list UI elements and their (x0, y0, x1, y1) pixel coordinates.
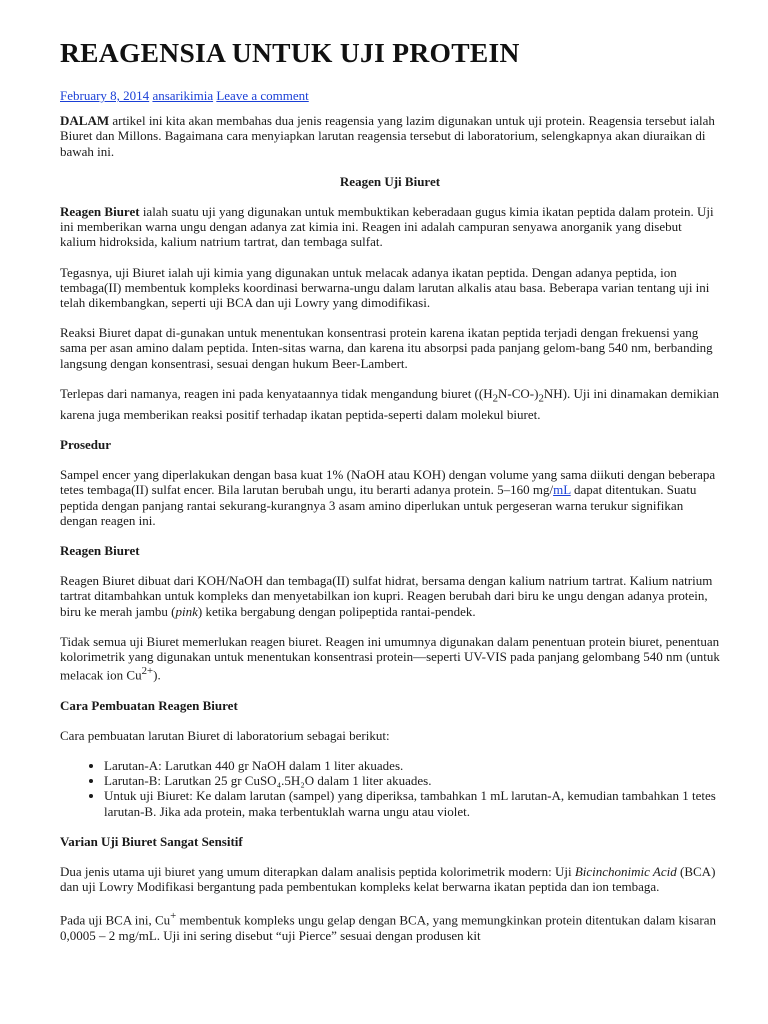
intro-paragraph (60, 113, 720, 159)
reagen-p1-a: Reagen Biuret dibuat dari KOH/NaOH dan tembaga(II) sulfat hidrat, bersama dengan kalium natrium tartrat. Kalium natrium tartrat ditambahkan untuk kompleks dan menyetabilkan ion kupri. Reagen berubah dari biru ke ungu dengan adanya protein, biru ke merah jambu ( (60, 573, 713, 619)
post-date-link[interactable]: February 8, 2014 (60, 88, 150, 104)
biuret-paragraph-3: Reaksi Biuret dapat di-gunakan untuk menentukan konsentrasi protein karena ikatan peptida terjadi dengan frekuensi yang sama per asan amino dalam peptida. Inten-sitas warna, dan karena itu absorpsi pada panjang gelom-bang 540 nm, berbanding langsung dengan konsentrasi, sesuai dengan hukum Beer-Lambert. (60, 325, 713, 371)
page-title: REAGENSIA UNTUK UJI PROTEIN (60, 37, 520, 68)
cara-intro: Cara pembuatan larutan Biuret di laboratorium sebagai berikut: (60, 727, 390, 743)
varian-p1-a: Dua jenis utama uji biuret yang umum diterapkan dalam analisis peptida kolorimetrik modern: Uji (60, 864, 575, 880)
biuret-paragraph-2: Tegasnya, uji Biuret ialah uji kimia yang digunakan untuk melacak adanya ikatan peptida. Dengan adanya peptida, ion tembaga(II) membentuk kompleks koordinasi berwarna-ungu dalam larutan alkalis atau basa. Beberapa varian tentang uji ini telah dikembangkan, seperti uji BCA dan uji Lowry yang dimodifikasi. (60, 264, 710, 311)
section-heading-reagen: Reagen Biuret (60, 542, 140, 558)
intro-lead: DALAM (60, 113, 110, 129)
reagen-p1-italic: pink (175, 603, 198, 619)
cara-list (60, 758, 720, 819)
section-heading-cara: Cara Pembuatan Reagen Biuret (60, 697, 238, 713)
varian-p2-a: Pada uji BCA ini, Cu (60, 912, 171, 928)
varian-p1-b: (BCA) dan uji Lowry Modifikasi bergantung pada pembentukan kompleks kelat berwarna ikatan peptida dan ion tembaga. (60, 864, 716, 895)
varian-paragraph-1 (60, 864, 720, 894)
reagen-p2-a: Tidak semua uji Biuret memerlukan reagen biuret. Reagen ini umumnya digunakan dalam penentuan protein biuret, penentuan kolorimetrik yang digunakan untuk menentukan konsentrasi protein—seperti UV-VIS pada panjang gelombang 540 nm (untuk melacak ion Cu (60, 633, 720, 683)
biuret-p4-sub2: 2 (538, 392, 544, 405)
varian-paragraph-2 (60, 909, 720, 943)
reagen-paragraph-2 (60, 634, 720, 683)
varian-p2-b: membentuk kompleks ungu gelap dengan BCA, yang memungkinkan protein ditentukan dalam kisaran 0,0005 – 2 mg/mL. Uji ini sering disebut “uji Pierce” sesuai dengan produsen kit (60, 912, 717, 944)
section-heading-biuret: Reagen Uji Biuret (339, 173, 441, 189)
reagen-paragraph-1 (60, 573, 720, 619)
leave-comment-link[interactable]: Leave a comment (216, 88, 309, 104)
biuret-p4-b: N-CO-) (498, 385, 539, 401)
author-link[interactable]: ansarikimia (152, 88, 214, 104)
biuret-lead: Reagen Biuret (60, 204, 140, 220)
prosedur-b: dapat ditentukan. Suatu peptida dengan panjang rantai sekurang-kurangnya 3 asam amino diperlukan untuk pergeseran warna terukur signifikan dengan reagen ini. (60, 482, 697, 528)
reagen-p2-sup: 2+ (141, 665, 154, 678)
biuret-paragraph-1 (60, 204, 720, 250)
section-heading-prosedur: Prosedur (60, 436, 112, 452)
reagen-p2-b: ). (153, 667, 161, 683)
list-item: • Untuk uji Biuret: Ke dalam larutan (sampel) yang diperiksa, tambahkan 1 mL larutan-A, kemudian tambahkan 1 tetes larutan-B. Jika ada protein, maka terbentuklah warna ungu atau violet. (104, 788, 720, 818)
biuret-p1-text: ialah suatu uji yang digunakan untuk membuktikan keberadaan gugus kimia ikatan peptida dalam protein. Uji ini memberikan warna ungu dengan adanya zat kimia ini. Reagen ini adalah campuran senyawa anorganik yang disebut kalium hidroksida, kalium natrium tartrat, dan tembaga sulfat. (60, 204, 714, 250)
section-heading-varian: Varian Uji Biuret Sangat Sensitif (60, 833, 243, 849)
reagen-p1-b: ) ketika bergabung dengan polipeptida rantai-pendek. (197, 603, 476, 619)
biuret-p4-c: NH). Uji ini dinamakan demikian karena juga memberikan reaksi positif terhadap ikatan peptida-seperti dalam molekul biuret. (60, 385, 719, 422)
varian-p1-italic: Bicinchonimic Acid (574, 864, 677, 880)
biuret-p4-sub1: 2 (492, 392, 499, 405)
ml-link[interactable]: mL (553, 482, 571, 498)
biuret-paragraph-4 (60, 386, 720, 422)
prosedur-a: Sampel encer yang diperlakukan dengan basa kuat 1% (NaOH atau KOH) dengan volume yang sama diikuti dengan beberapa tetes tembaga(II) sulfat encer. Bila larutan berubah ungu, itu berarti adanya protein. 5–160 mg/ (60, 467, 716, 498)
list-item: • Larutan-B: Larutkan 25 gr CuSO₄.5H₂O dalam 1 liter akuades. (104, 773, 720, 788)
post-meta (60, 88, 720, 103)
biuret-p4-a: Terlepas dari namanya, reagen ini pada kenyataannya tidak mengandung biuret ((H (60, 385, 493, 401)
list-item: • Larutan-A: Larutkan 440 gr NaOH dalam 1 liter akuades. (104, 758, 720, 773)
varian-p2-sup: + (170, 910, 177, 923)
intro-text: artikel ini kita akan membahas dua jenis reagensia yang lazim digunakan untuk uji protein. Reagensia tersebut ialah Biuret dan Millons. Bagaimana cara menyiapkan larutan reagensia tersebut di laboratorium, selengkapnya akan diuraikan di bawah ini. (60, 113, 715, 159)
prosedur-paragraph (60, 467, 720, 528)
